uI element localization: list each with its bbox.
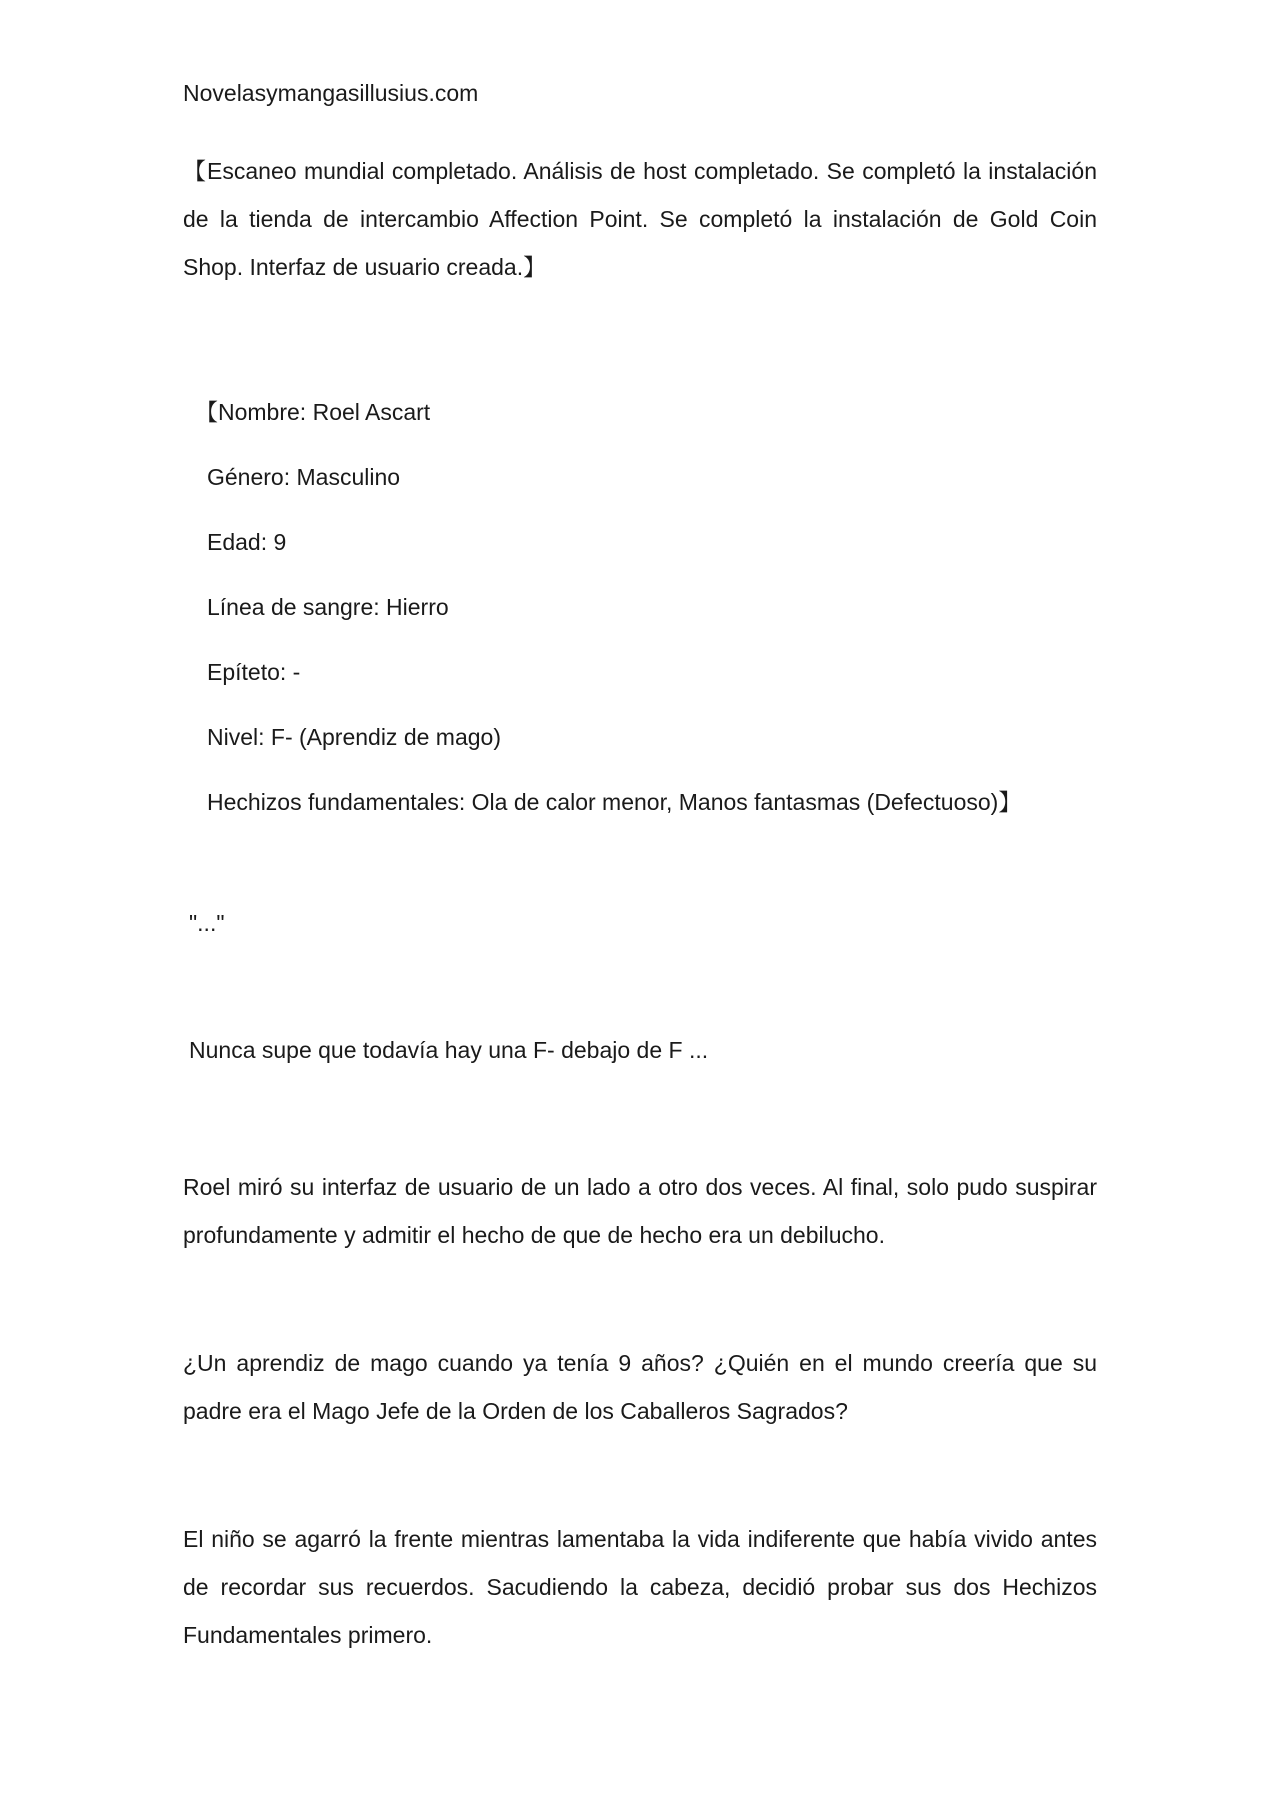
status-age: Edad: 9 bbox=[207, 529, 287, 555]
status-panel bbox=[195, 380, 1021, 835]
status-name: 【Nombre: Roel Ascart bbox=[195, 399, 431, 425]
thought-line: Nunca supe que todavía hay una F- debajo de F ... bbox=[189, 1037, 709, 1063]
child-paragraph: El niño se agarró la frente mientras lamentaba la vida indiferente que había vivido antes de recordar sus recuerdos. Sacudiendo la cabeza, decidió probar sus dos Hechizos Fundamentales primero. bbox=[183, 1526, 1097, 1648]
status-gender: Género: Masculino bbox=[207, 464, 401, 490]
roel-looked-paragraph: Roel miró su interfaz de usuario de un lado a otro dos veces. Al final, solo pudo suspirar profundamente y admitir el hecho de que de hecho era un debilucho. bbox=[183, 1174, 1097, 1248]
status-spells: Hechizos fundamentales: Ola de calor menor, Manos fantasmas (Defectuoso)】 bbox=[207, 789, 1022, 815]
question-paragraph: ¿Un aprendiz de mago cuando ya tenía 9 años? ¿Quién en el mundo creería que su padre era el Mago Jefe de la Orden de los Caballeros Sagrados? bbox=[183, 1350, 1097, 1424]
status-bloodline: Línea de sangre: Hierro bbox=[207, 594, 449, 620]
system-message-paragraph: 【Escaneo mundial completado. Análisis de host completado. Se completó la instalación de la tienda de intercambio Affection Point. Se completó la instalación de Gold Coin Shop. Interfaz de usuario creada.】 bbox=[183, 158, 1097, 280]
site-header: Novelasymangasillusius.com bbox=[183, 80, 479, 106]
status-level: Nivel: F- (Aprendiz de mago) bbox=[207, 724, 501, 750]
ellipsis-line: "..." bbox=[189, 910, 225, 936]
status-epithet: Epíteto: - bbox=[207, 659, 301, 685]
